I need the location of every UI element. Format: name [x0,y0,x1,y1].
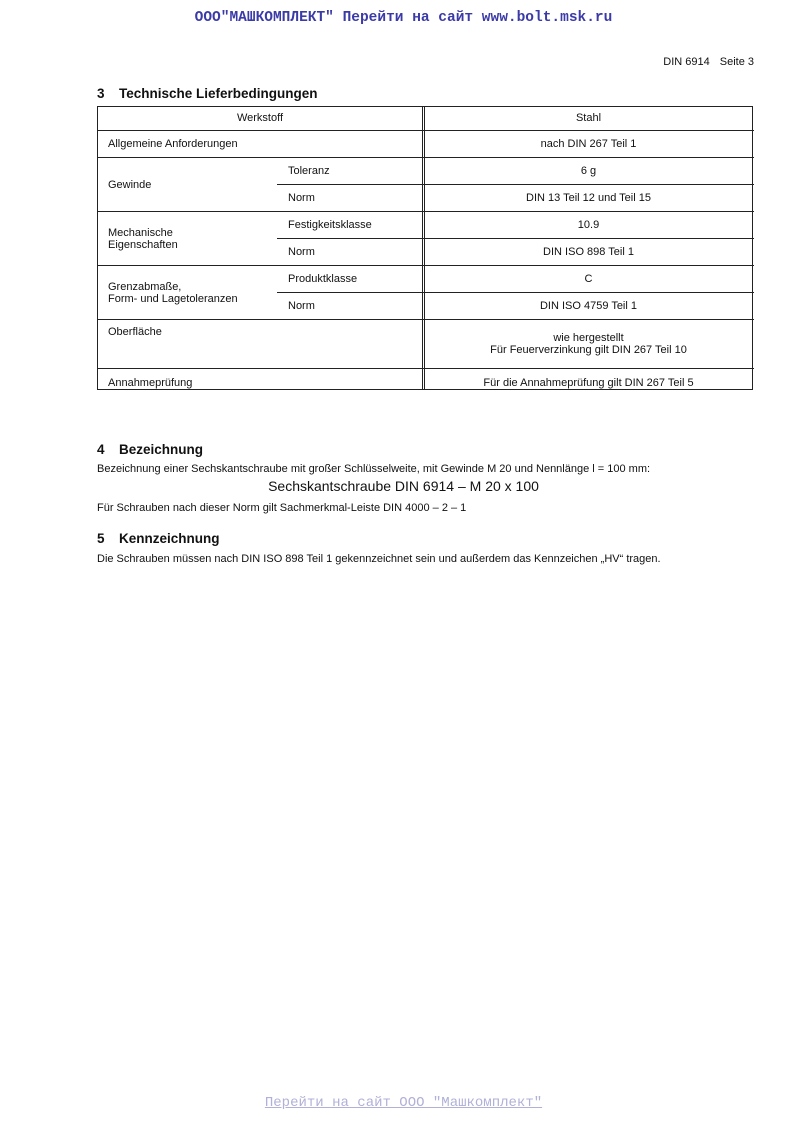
value-line: Für Feuerverzinkung gilt DIN 267 Teil 10 [490,344,687,356]
bottom-site-link[interactable]: Перейти на сайт ООО "Машкомплект" [264,1095,543,1111]
row-sublabel: Toleranz [277,158,423,185]
row-label: Annahmeprüfung [97,369,423,397]
row-value: Für die Annahmeprüfung gilt DIN 267 Teil 5 [423,369,754,397]
row-label [97,266,277,320]
value-line: wie hergestellt [553,332,624,344]
row-value: DIN ISO 4759 Teil 1 [423,293,754,320]
row-label: Allgemeine Anforderungen [108,138,238,150]
label-line: Form- und Lagetoleranzen [108,292,238,305]
row-sublabel: Norm [277,185,423,212]
label-line: Eigenschaften [108,238,178,251]
doc-number: DIN 6914 [663,56,710,68]
section-3-heading [97,86,318,101]
row-sublabel: Norm [277,293,423,320]
table-row [97,158,754,185]
page-header [663,56,754,68]
row-label [97,212,277,266]
designation-intro: Bezeichnung einer Sechskantschraube mit großer Schlüsselweite, mit Gewinde M 20 und Nennlänge l = 100 mm: [97,463,651,475]
row-value: C [423,266,754,293]
header-werkstoff: Werkstoff [97,106,423,131]
table-row [97,212,754,239]
row-sublabel: Norm [277,239,423,266]
header-stahl: Stahl [423,106,754,131]
section-number: 4 [97,442,105,457]
table-row [97,320,754,369]
row-value: DIN 13 Teil 12 und Teil 15 [423,185,754,212]
row-value: nach DIN 267 Teil 1 [540,138,637,150]
designation-formula: Sechskantschraube DIN 6914 – M 20 x 100 [268,478,539,494]
row-sublabel: Produktklasse [277,266,423,293]
label-line: Mechanische [108,226,173,239]
table-row [97,369,754,397]
table-header-row [97,106,754,131]
row-label: Gewinde [97,158,277,212]
row-value: DIN ISO 898 Teil 1 [423,239,754,266]
section-4-heading [97,442,203,457]
marking-text: Die Schrauben müssen nach DIN ISO 898 Teil 1 gekennzeichnet sein und außerdem das Kennzeichen „HV“ tragen. [97,553,661,565]
designation-note: Für Schrauben nach dieser Norm gilt Sachmerkmal-Leiste DIN 4000 – 2 – 1 [97,502,467,514]
table-row [97,266,754,293]
specification-table [97,106,754,396]
row-sublabel: Festigkeitsklasse [277,212,423,239]
table-row [97,131,754,158]
section-title: Bezeichnung [119,442,204,457]
section-number: 3 [97,86,105,101]
section-5-heading [97,531,220,546]
section-title: Kennzeichnung [119,531,220,546]
page-number: Seite 3 [719,56,754,68]
label-line: Grenzabmaße, [108,280,182,293]
row-value: 10.9 [423,212,754,239]
section-title: Technische Lieferbedingungen [119,86,318,101]
row-value: 6 g [423,158,754,185]
row-value [423,320,754,369]
row-label: Oberfläche [97,320,423,369]
section-number: 5 [97,531,105,546]
top-banner-link[interactable]: ООО"МАШКОМПЛЕКТ" Перейти на сайт www.bolt.msk.ru [194,10,613,26]
